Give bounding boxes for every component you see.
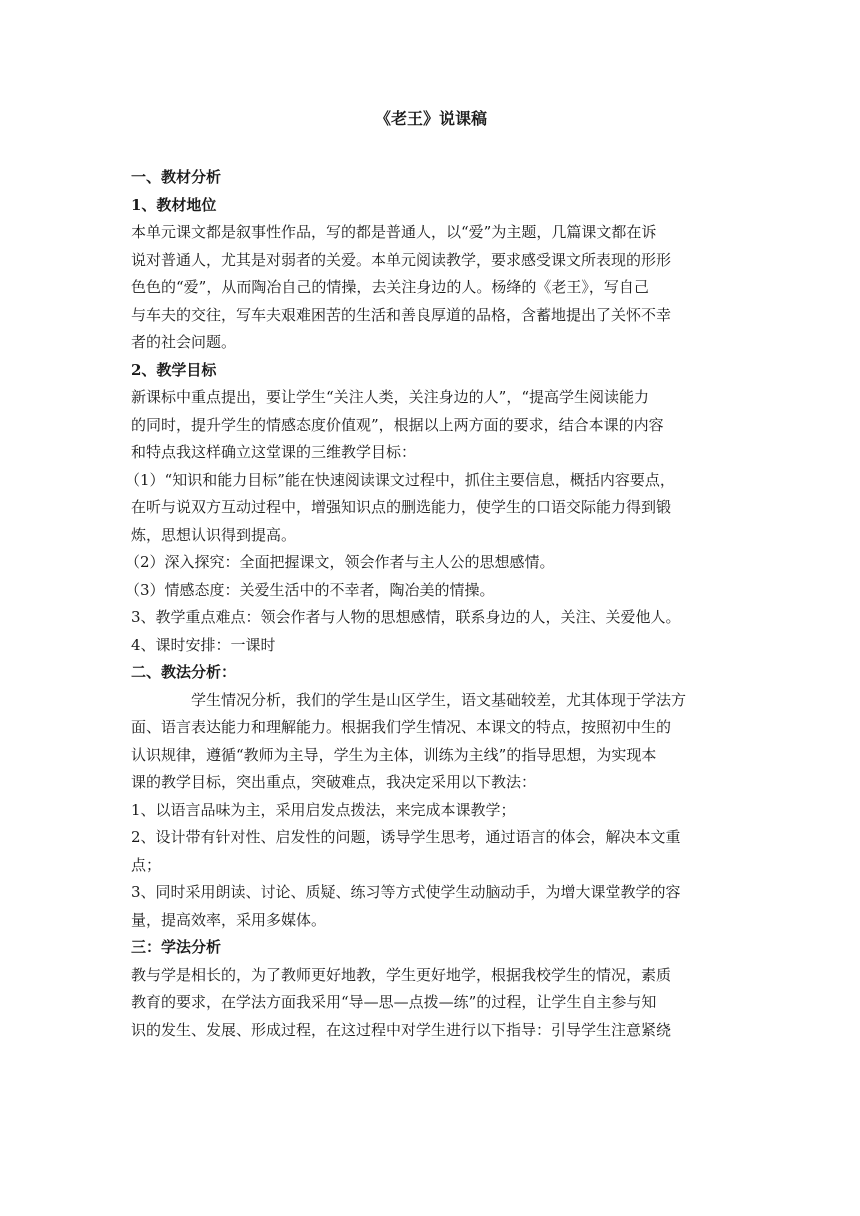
section-heading: 2、教学目标 [131,360,217,379]
paragraph-line: 学生情况分析，我们的学生是山区学生，语文基础较差，尤其体现于学法方 [191,690,687,709]
paragraph-line: 本单元课文都是叙事性作品，写的都是普通人，以“爱”为主题，几篇课文都在诉 [131,223,657,241]
paragraph-line: 者的社会问题。 [131,333,237,351]
paragraph-line: 和特点我这样确立这堂课的三维教学目标： [131,443,417,461]
document-title: 《老王》说课稿 [374,109,487,128]
paragraph-line: 新课标中重点提出，要让学生“关注人类，关注身边的人”，“提高学生阅读能力 [131,388,650,406]
paragraph-line: 1、以语言品味为主，采用启发点拨法，来完成本课教学； [131,800,516,819]
section-heading: 三：学法分析 [131,938,222,956]
paragraph-line: 3、教学重点难点：领会作者与人物的思想感情，联系身边的人，关注、关爱他人。 [131,608,681,626]
paragraph-line: 面、语言表达能力和理解能力。根据我们学生情况、本课文的特点，按照初中生的 [131,718,672,736]
paragraph-line: 在听与说双方互动过程中，增强知识点的删选能力，使学生的口语交际能力得到锻 [131,498,672,516]
section-heading: 二、教法分析： [131,663,237,681]
section-heading: 1、教材地位 [131,195,217,214]
paragraph-line: 的同时，提升学生的情感态度价值观”，根据以上两方面的要求，结合本课的内容 [131,415,664,434]
paragraph-line: （2）深入探究：全面把握课文，领会作者与主人公的思想感情。 [125,553,555,571]
paragraph-line: 2、设计带有针对性、启发性的问题，诱导学生思考，通过语言的体会，解决本文重 [131,828,681,846]
paragraph-line: 3、同时采用朗读、讨论、质疑、练习等方式使学生动脑动手，为增大课堂教学的容 [131,883,681,901]
paragraph-line: 教育的要求，在学法方面我采用“导—思—点拨—练”的过程，让学生自主参与知 [131,993,657,1011]
paragraph-line: 识的发生、发展、形成过程，在这过程中对学生进行以下指导：引导学生注意紧绕 [131,1020,672,1039]
paragraph-line: 量，提高效率，采用多媒体。 [131,910,327,929]
paragraph-line: 说对普通人，尤其是对弱者的关爱。本单元阅读教学，要求感受课文所表现的形形 [131,250,672,269]
paragraph-line: 4、课时安排：一课时 [131,635,276,654]
paragraph-line: （1）“知识和能力目标”能在快速阅读课文过程中，抓住主要信息，概括内容要点， [125,470,675,489]
paragraph-line: 炼，思想认识得到提高。 [131,525,297,544]
document-body [125,164,731,1044]
section-heading: 一、教材分析 [131,168,222,186]
paragraph-line: 认识规律，遵循“教师为主导，学生为主体，训练为主线”的指导思想，为实现本 [131,745,657,764]
paragraph-line: 与车夫的交往，写车夫艰难困苦的生活和善良厚道的品格，含蓄地提出了关怀不幸 [131,305,672,324]
paragraph-line: 教与学是相长的，为了教师更好地教，学生更好地学，根据我校学生的情况，素质 [131,965,672,984]
paragraph-line: 课的教学目标，突出重点，突破难点，我决定采用以下教法： [131,773,537,791]
paragraph-line: 点； [131,855,162,874]
paragraph-line: 色色的“爱”，从而陶冶自己的情操，去关注身边的人。杨绛的《老王》，写自己 [131,278,649,296]
paragraph-line: （3）情感态度：关爱生活中的不幸者，陶冶美的情操。 [125,580,495,599]
